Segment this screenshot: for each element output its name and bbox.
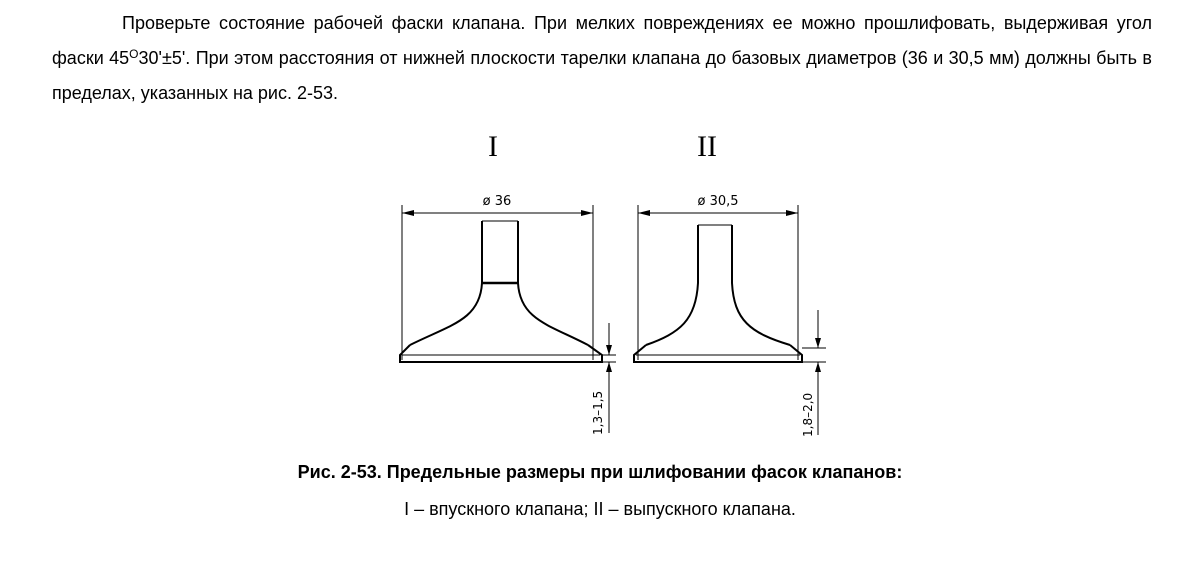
degree-superscript: O (129, 47, 139, 61)
figure-label-intake: I (488, 130, 498, 163)
tolerance-label-exhaust: 1,8–2,0 (801, 392, 815, 437)
paragraph-text-1: Проверьте состояние рабочей фаски клапана. При мелких повреждениях ее можно прошлифовать, выдерживая угол фаски 45 (52, 13, 1152, 68)
figure-subcaption: I – впускного клапана; II – выпускного клапана. (404, 499, 796, 519)
paragraph-text-2: 30'±5'. При этом расстояния от нижней плоскости тарелки клапана до базовых диаметров (36 и 30,5 мм) должны быть в пределах, указанных на рис. 2-53. (52, 48, 1152, 103)
diameter-label-intake: ø 36 (482, 194, 512, 209)
valve-intake-drawing (400, 205, 616, 433)
valve-diagram (380, 185, 840, 445)
figure-label-exhaust: II (697, 130, 717, 163)
body-paragraph (52, 6, 1152, 111)
figure-caption: Рис. 2-53. Предельные размеры при шлифовании фасок клапанов: (297, 462, 903, 482)
valve-exhaust-drawing (634, 205, 826, 435)
tolerance-label-intake: 1,3–1,5 (591, 390, 605, 435)
diameter-label-exhaust: ø 30,5 (697, 194, 739, 209)
